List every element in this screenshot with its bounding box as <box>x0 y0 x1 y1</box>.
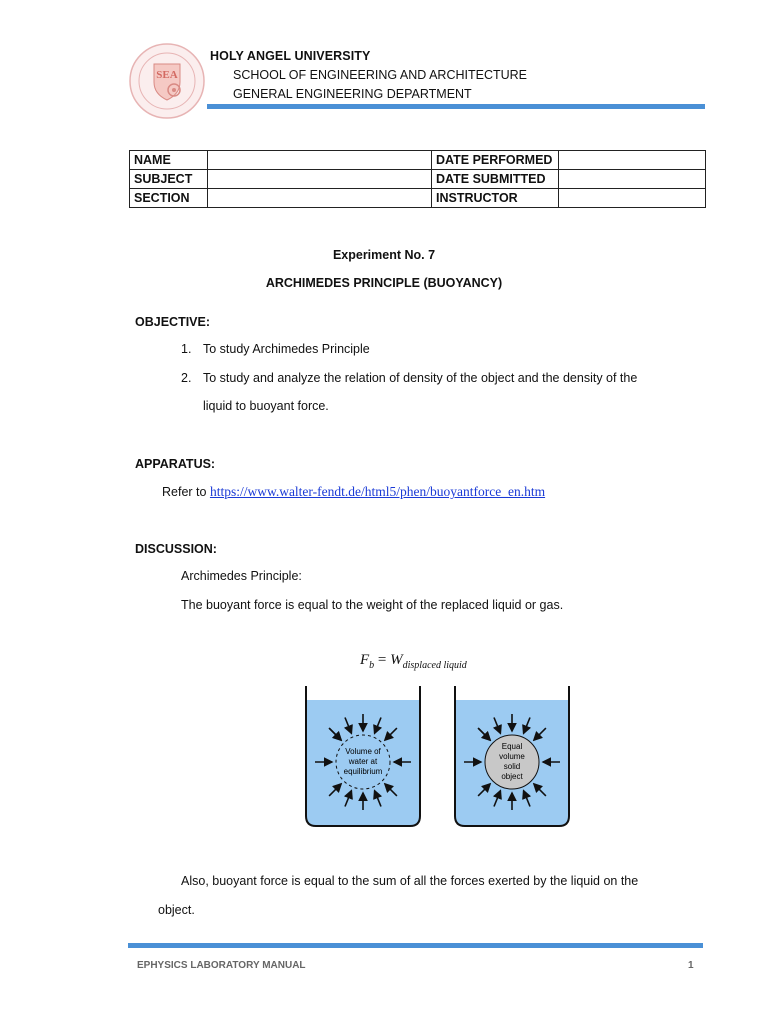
date-performed-field[interactable] <box>559 151 706 170</box>
name-label: NAME <box>130 151 208 170</box>
discussion-text: The buoyant force is equal to the weight of the replaced liquid or gas. <box>181 598 564 612</box>
apparatus-line <box>162 484 545 500</box>
left-beaker <box>306 686 420 826</box>
objective-heading: OBJECTIVE: <box>135 315 211 329</box>
department-name: GENERAL ENGINEERING DEPARTMENT <box>233 87 472 101</box>
apparatus-prefix: Refer to <box>162 485 210 499</box>
name-field[interactable] <box>208 151 432 170</box>
subject-label: SUBJECT <box>130 170 208 189</box>
school-name: SCHOOL OF ENGINEERING AND ARCHITECTURE <box>233 68 528 82</box>
table-row <box>130 151 706 170</box>
right-label-line: object <box>501 772 523 781</box>
right-label-line: volume <box>499 752 525 761</box>
date-submitted-field[interactable] <box>559 170 706 189</box>
right-beaker <box>455 686 569 826</box>
table-row <box>130 189 706 208</box>
apparatus-link[interactable]: https://www.walter-fendt.de/html5/phen/buoyantforce_en.htm <box>209 484 546 499</box>
discussion-text: object. <box>158 903 195 917</box>
list-number: 1. <box>181 342 192 356</box>
footer-accent-bar <box>128 943 703 948</box>
header-accent-bar <box>207 104 705 109</box>
list-text: To study and analyze the relation of density of the object and the density of the <box>203 371 638 385</box>
list-number: 2. <box>181 371 192 385</box>
footer-title: EPHYSICS LABORATORY MANUAL <box>137 960 306 971</box>
left-label-line: water at <box>348 757 378 766</box>
buoyancy-diagram <box>300 686 580 832</box>
student-info-table <box>129 150 706 208</box>
formula-rhs-sub: displaced liquid <box>402 660 467 671</box>
list-text-continuation: liquid to buoyant force. <box>203 399 329 413</box>
instructor-field[interactable] <box>559 189 706 208</box>
discussion-heading: DISCUSSION: <box>135 542 217 556</box>
discussion-text: Also, buoyant force is equal to the sum of all the forces exerted by the liquid on the <box>181 874 639 888</box>
formula-rhs: W <box>390 652 403 668</box>
table-row <box>130 170 706 189</box>
date-performed-label: DATE PERFORMED <box>432 151 559 170</box>
left-label-line: Volume of <box>345 747 381 756</box>
left-label-line: equilibrium <box>343 767 383 776</box>
instructor-label: INSTRUCTOR <box>432 189 559 208</box>
formula-lhs-sub: b <box>369 660 375 671</box>
discussion-subheading: Archimedes Principle: <box>181 569 302 583</box>
university-name: HOLY ANGEL UNIVERSITY <box>210 49 371 63</box>
experiment-title: ARCHIMEDES PRINCIPLE (BUOYANCY) <box>265 276 503 290</box>
list-text: To study Archimedes Principle <box>203 342 370 356</box>
subject-field[interactable] <box>208 170 432 189</box>
right-label-line: Equal <box>501 742 523 751</box>
experiment-number: Experiment No. 7 <box>332 248 436 262</box>
section-field[interactable] <box>208 189 432 208</box>
right-label-line: solid <box>503 762 521 771</box>
apparatus-heading: APPARATUS: <box>135 457 216 471</box>
section-label: SECTION <box>130 189 208 208</box>
page-number: 1 <box>688 960 694 971</box>
university-seal-logo <box>128 42 206 120</box>
formula-lhs: F <box>360 652 370 668</box>
logo-text: SEA <box>156 69 178 81</box>
date-submitted-label: DATE SUBMITTED <box>432 170 559 189</box>
buoyancy-formula: $F_b = W_{displaced liquid}$ <box>360 652 467 671</box>
